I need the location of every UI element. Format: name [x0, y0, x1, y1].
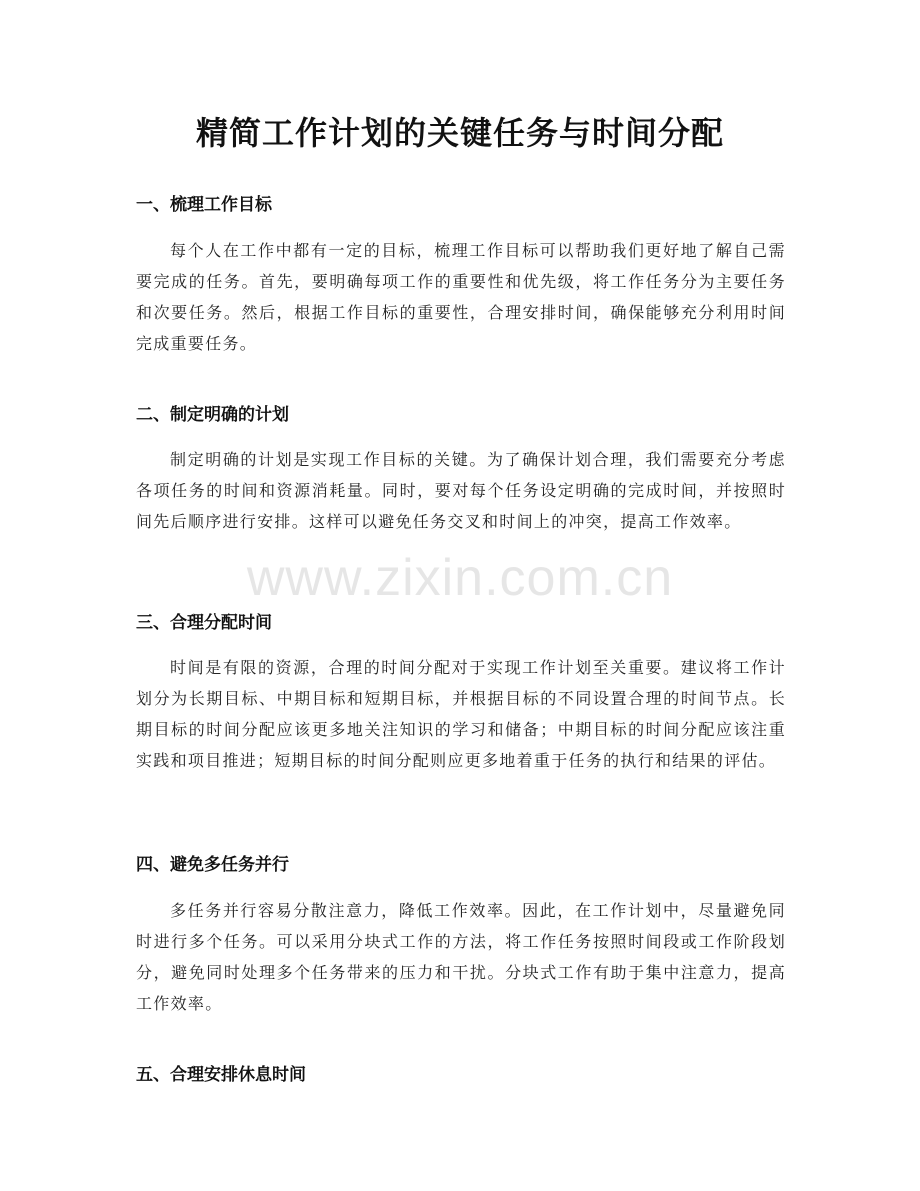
section-heading-1: 一、梳理工作目标	[136, 195, 272, 215]
section-heading-3: 三、合理分配时间	[136, 613, 272, 633]
section-body-2: 制定明确的计划是实现工作目标的关键。为了确保计划合理，我们需要充分考虑各项任务的时间和资源消耗量。同时，要对每个任务设定明确的完成时间，并按照时间先后顺序进行安排。这样可以避免任务交叉和时间上的冲突，提高工作效率。	[136, 450, 786, 531]
section-heading-4: 四、避免多任务并行	[136, 855, 289, 875]
document-title: 精简工作计划的关键任务与时间分配	[195, 114, 724, 152]
section-body-3: 时间是有限的资源，合理的时间分配对于实现工作计划至关重要。建议将工作计划分为长期目标、中期目标和短期目标，并根据目标的不同设置合理的时间节点。长期目标的时间分配应该更多地关注知识的学习和储备；中期目标的时间分配应该注重实践和项目推进；短期目标的时间分配则应更多地着重于任务的执行和结果的评估。	[136, 658, 786, 770]
section-body-4: 多任务并行容易分散注意力，降低工作效率。因此，在工作计划中，尽量避免同时进行多个任务。可以采用分块式工作的方法，将工作任务按照时间段或工作阶段划分，避免同时处理多个任务带来的压力和干扰。分块式工作有助于集中注意力，提高工作效率。	[136, 901, 786, 1013]
section-body-1: 每个人在工作中都有一定的目标，梳理工作目标可以帮助我们更好地了解自己需要完成的任务。首先，要明确每项工作的重要性和优先级，将工作任务分为主要任务和次要任务。然后，根据工作目标的重要性，合理安排时间，确保能够充分利用时间完成重要任务。	[136, 241, 786, 353]
section-heading-5: 五、合理安排休息时间	[136, 1065, 306, 1085]
section-heading-2: 二、制定明确的计划	[136, 405, 289, 425]
watermark: www.zixin.com.cn	[246, 549, 674, 607]
